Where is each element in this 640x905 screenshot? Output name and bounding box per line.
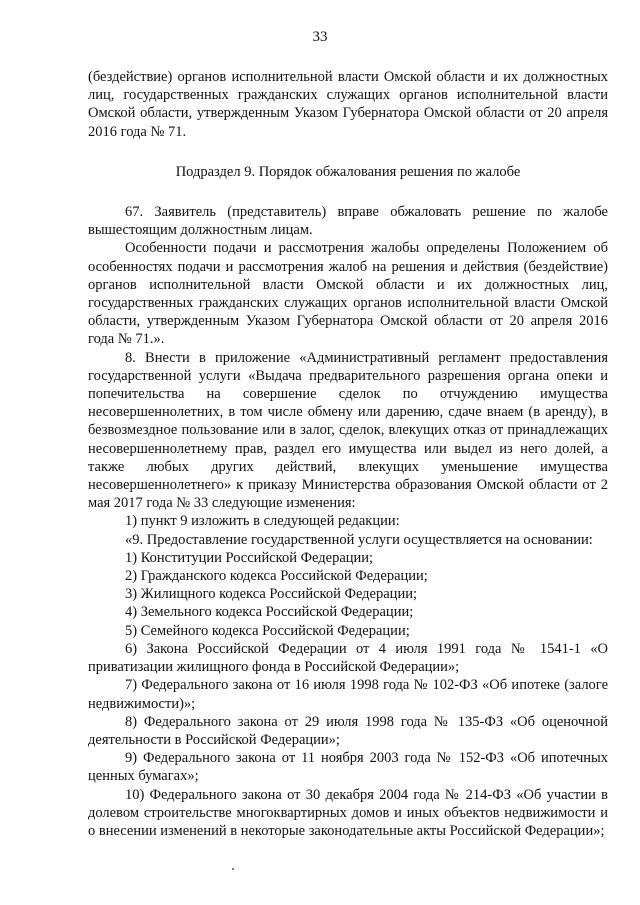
list-item: 9) Федерального закона от 11 ноября 2003 года № 152-ФЗ «Об ипотечных ценных бумагах»; [88, 750, 608, 785]
list-item: 3) Жилищного кодекса Российской Федерации; [125, 586, 417, 603]
paragraph: 67. Заявитель (представитель) вправе обжаловать решение по жалобе вышестоящим должностным лицам. [88, 204, 608, 239]
section-heading: Подраздел 9. Порядок обжалования решения по жалобе [175, 163, 521, 180]
list-item: 10) Федерального закона от 30 декабря 2004 года № 214-ФЗ «Об участии в долевом строительстве многоквартирных домов и иных объектов недвижимости и о внесении изменений в некоторые законодательные акты Российской Федерации»; [88, 786, 608, 839]
list-item: 1) пункт 9 изложить в следующей редакции: [125, 513, 400, 530]
scan-speck [232, 868, 234, 870]
list-item: 6) Закона Российской Федерации от 4 июля 1991 года № 1541-1 «О приватизации жилищного фонда в Российской Федерации»; [88, 640, 608, 676]
list-item: 1) Конституции Российской Федерации; [125, 549, 374, 566]
paragraph: Особенности подачи и рассмотрения жалобы определены Положением об особенностях подачи и рассмотрения жалоб на решения и действия (бездействие) органов исполнительной власти Омской области и их должностных лиц, государственных гражданских служащих органов исполнительной власти Омской области, утвержденным Указом Губернатора Омской области от 20 апреля 2016 года № 71.». [88, 240, 608, 348]
list-item: 2) Гражданского кодекса Российской Федерации; [125, 568, 428, 585]
list-item: 7) Федерального закона от 16 июля 1998 года № 102-ФЗ «Об ипотеке (залоге недвижимости)»; [88, 677, 608, 712]
list-item: 8) Федерального закона от 29 июля 1998 года № 135-ФЗ «Об оценочной деятельности в Российской Федерации»; [88, 713, 608, 748]
page-number: 33 [312, 29, 328, 45]
paragraph: (бездействие) органов исполнительной власти Омской области и их должностных лиц, государственных гражданских служащих органов исполнительной власти Омской области, утвержденным Указом Губернатора Омской области от 20 апреля 2016 года № 71. [88, 69, 608, 140]
paragraph: «9. Предоставление государственной услуги осуществляется на основании: [125, 531, 593, 548]
list-item: 4) Земельного кодекса Российской Федерации; [125, 604, 414, 621]
paragraph: 8. Внести в приложение «Административный регламент предоставления государственной услуги «Выдача предварительного разрешения органа опеки и попечительства на совершение сделок по отчуждению имущества несовершеннолетних, в том числе обмену или дарению, сдаче внаем (в аренду), в безвозмездное пользование или в залог, сделок, влекущих отказ от принадлежащих несовершеннолетнему прав, раздел его имущества или выдел из него долей, а также любых других действий, влекущих уменьшение имущества несовершеннолетнего» к приказу Министерства образования Омской области от 2 мая 2017 года № 33 следующие изменения: [88, 349, 608, 512]
document-body [88, 68, 608, 840]
list-item: 5) Семейного кодекса Российской Федерации; [125, 622, 410, 639]
